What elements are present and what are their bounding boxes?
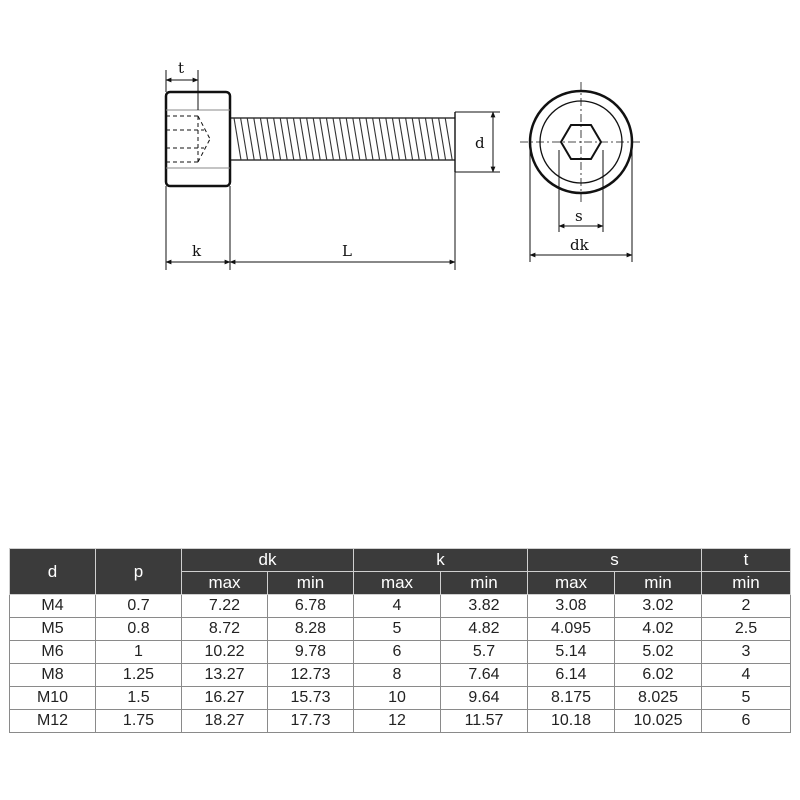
table-cell: 10 — [354, 687, 441, 710]
table-cell: 7.64 — [441, 664, 528, 687]
header-p: p — [96, 549, 182, 595]
table-cell: 3.02 — [615, 595, 702, 618]
label-dk: dk — [570, 236, 589, 254]
table-cell: 6.02 — [615, 664, 702, 687]
thread-line — [267, 118, 274, 160]
thread-line — [379, 118, 386, 160]
table-cell: 10.025 — [615, 710, 702, 733]
thread-line — [406, 118, 413, 160]
table-cell: 8 — [354, 664, 441, 687]
thread-line — [320, 118, 327, 160]
table-cell: 0.8 — [96, 618, 182, 641]
screw-side-view — [166, 92, 455, 186]
table-row — [10, 641, 791, 664]
header-d: d — [10, 549, 96, 595]
thread-line — [419, 118, 426, 160]
table-cell: 3 — [702, 641, 791, 664]
thread-line — [274, 118, 281, 160]
header-t: t — [702, 549, 791, 572]
thread-line — [260, 118, 267, 160]
thread-line — [326, 118, 333, 160]
subheader-t-min: min — [702, 572, 791, 595]
table-cell: 9.64 — [441, 687, 528, 710]
thread-line — [386, 118, 393, 160]
table-cell: 6 — [354, 641, 441, 664]
table-cell: 1.75 — [96, 710, 182, 733]
table-cell: 4.82 — [441, 618, 528, 641]
table-cell: 8.175 — [528, 687, 615, 710]
dimension-table — [9, 548, 791, 733]
table-cell: 2 — [702, 595, 791, 618]
label-t: t — [178, 59, 185, 77]
table-cell: 1.25 — [96, 664, 182, 687]
table-body — [10, 595, 791, 733]
thread-line — [346, 118, 353, 160]
table-cell: 5.14 — [528, 641, 615, 664]
thread-line — [234, 118, 241, 160]
table-cell: 8.72 — [182, 618, 268, 641]
table-cell: 4 — [354, 595, 441, 618]
label-d: d — [475, 134, 485, 152]
thread-line — [399, 118, 406, 160]
table-cell: 8.28 — [268, 618, 354, 641]
table-cell: 3.82 — [441, 595, 528, 618]
label-L: L — [342, 242, 352, 260]
table-cell: M12 — [10, 710, 96, 733]
thread-line — [333, 118, 340, 160]
thread-line — [313, 118, 320, 160]
table-row — [10, 687, 791, 710]
table-cell: 0.7 — [96, 595, 182, 618]
thread-line — [254, 118, 261, 160]
thread-line — [439, 118, 446, 160]
thread-line — [300, 118, 307, 160]
table-row — [10, 710, 791, 733]
thread-lines — [234, 118, 452, 160]
table-cell: 17.73 — [268, 710, 354, 733]
table-cell: 6.14 — [528, 664, 615, 687]
screw-end-view — [520, 82, 642, 202]
hex-socket-hidden-lines — [166, 116, 210, 162]
table-cell: 5.7 — [441, 641, 528, 664]
table-cell: 3.08 — [528, 595, 615, 618]
header-s: s — [528, 549, 702, 572]
table-cell: 9.78 — [268, 641, 354, 664]
label-k: k — [192, 242, 202, 260]
table-row — [10, 595, 791, 618]
thread-line — [293, 118, 300, 160]
table-cell: M10 — [10, 687, 96, 710]
table-cell: M6 — [10, 641, 96, 664]
table-cell: 10.22 — [182, 641, 268, 664]
thread-line — [366, 118, 373, 160]
table-cell: M8 — [10, 664, 96, 687]
table-cell: 15.73 — [268, 687, 354, 710]
table-cell: 16.27 — [182, 687, 268, 710]
thread-line — [432, 118, 439, 160]
subheader-dk-min: min — [268, 572, 354, 595]
label-s: s — [575, 207, 583, 225]
table-cell: 2.5 — [702, 618, 791, 641]
thread-line — [307, 118, 314, 160]
screw-technical-drawing — [0, 0, 800, 300]
thread-line — [340, 118, 347, 160]
header-dk: dk — [182, 549, 354, 572]
table-cell: 11.57 — [441, 710, 528, 733]
table-cell: 4.02 — [615, 618, 702, 641]
thread-line — [373, 118, 380, 160]
thread-line — [247, 118, 254, 160]
table-cell: 6.78 — [268, 595, 354, 618]
table-cell: M5 — [10, 618, 96, 641]
table-cell: 5.02 — [615, 641, 702, 664]
subheader-s-max: max — [528, 572, 615, 595]
table-cell: 12.73 — [268, 664, 354, 687]
table-cell: 4 — [702, 664, 791, 687]
table-row — [10, 664, 791, 687]
thread-line — [287, 118, 294, 160]
thread-line — [280, 118, 287, 160]
table-cell: 8.025 — [615, 687, 702, 710]
subheader-s-min: min — [615, 572, 702, 595]
table-cell: 7.22 — [182, 595, 268, 618]
table-cell: 18.27 — [182, 710, 268, 733]
table-cell: 4.095 — [528, 618, 615, 641]
table-cell: 10.18 — [528, 710, 615, 733]
table-cell: 5 — [354, 618, 441, 641]
thread-line — [412, 118, 419, 160]
thread-line — [241, 118, 248, 160]
thread-line — [359, 118, 366, 160]
thread-line — [445, 118, 452, 160]
thread-line — [392, 118, 399, 160]
subheader-k-max: max — [354, 572, 441, 595]
header-k: k — [354, 549, 528, 572]
table-cell: 6 — [702, 710, 791, 733]
thread-line — [425, 118, 432, 160]
table-row — [10, 618, 791, 641]
table-cell: M4 — [10, 595, 96, 618]
table-cell: 1 — [96, 641, 182, 664]
dimension-lines — [166, 70, 500, 270]
table-cell: 12 — [354, 710, 441, 733]
subheader-k-min: min — [441, 572, 528, 595]
thread-line — [353, 118, 360, 160]
table-cell: 13.27 — [182, 664, 268, 687]
table-header-row — [10, 549, 791, 572]
table-cell: 5 — [702, 687, 791, 710]
subheader-dk-max: max — [182, 572, 268, 595]
table-cell: 1.5 — [96, 687, 182, 710]
